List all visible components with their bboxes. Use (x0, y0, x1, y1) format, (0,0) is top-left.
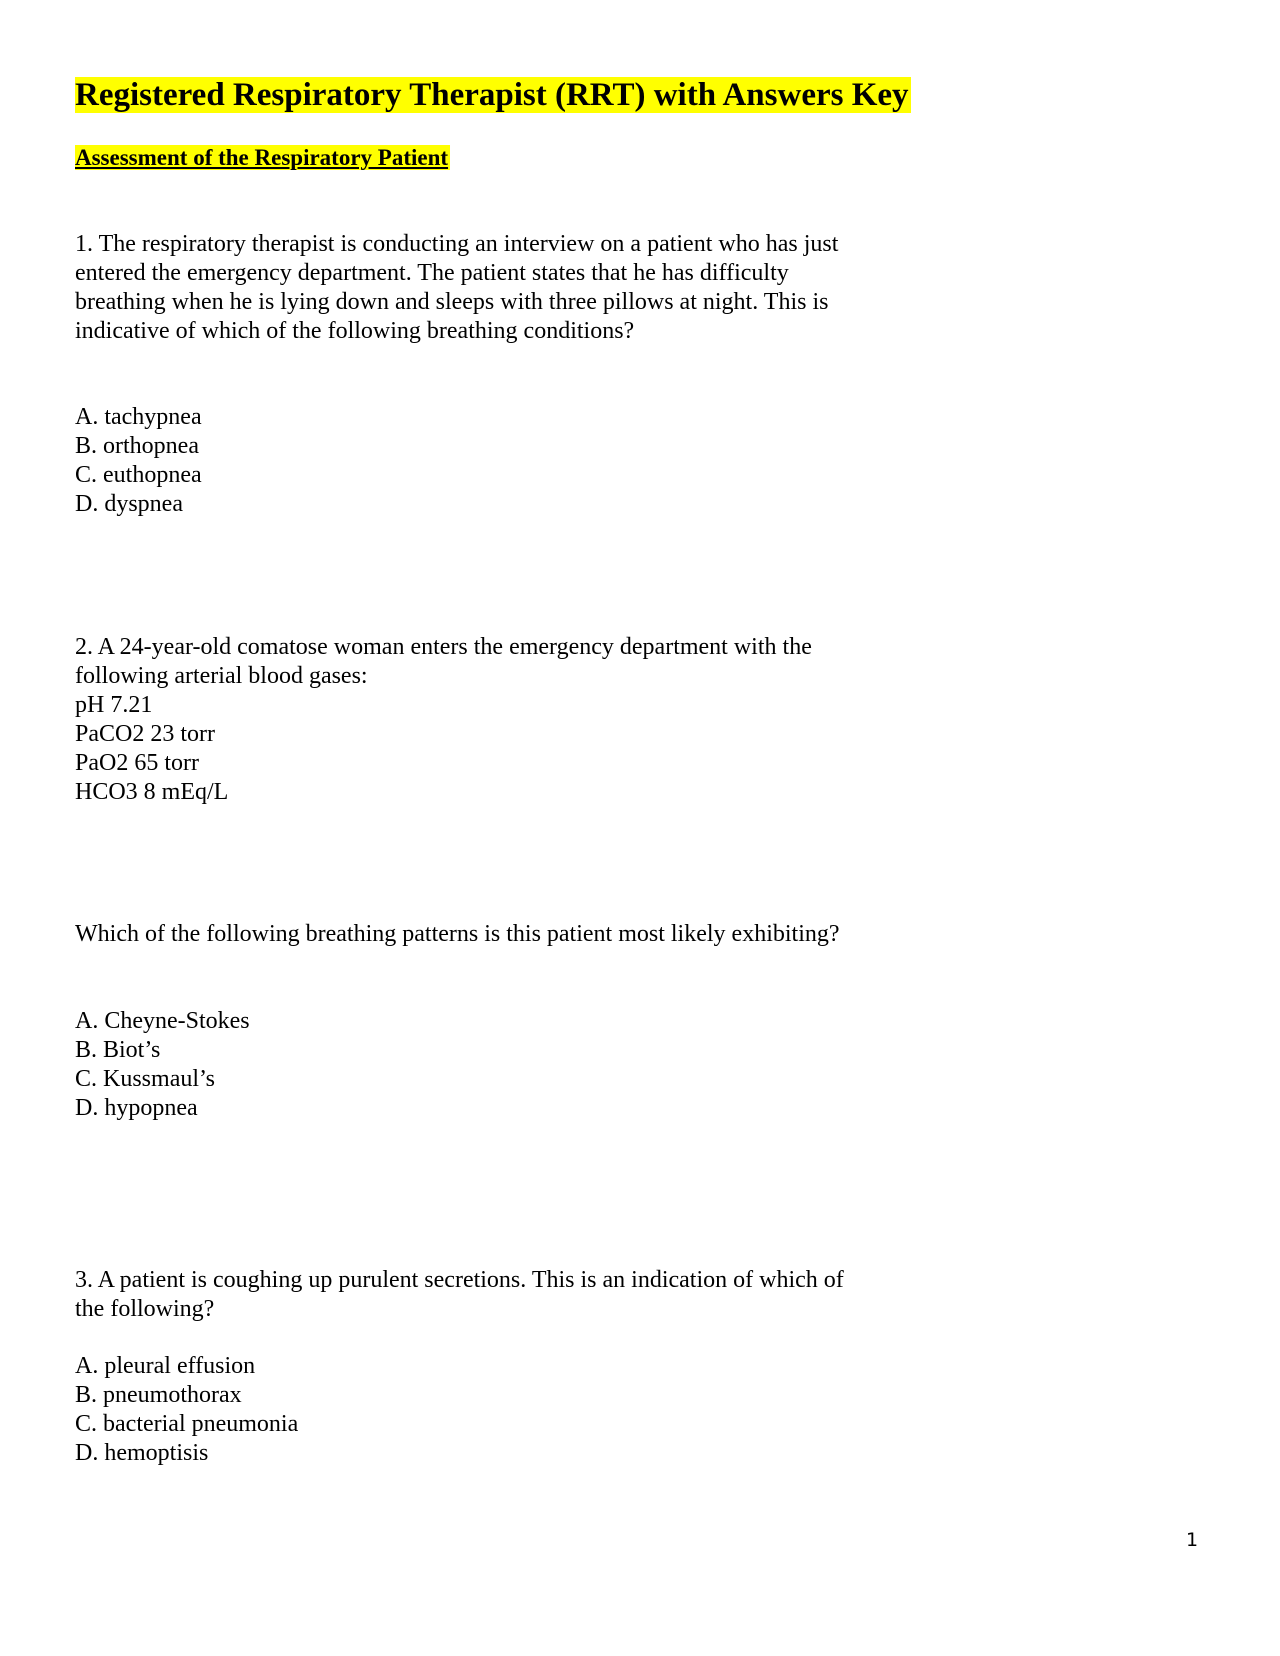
question-1-option-d: D. dyspnea (75, 491, 183, 517)
question-1-stem (75, 230, 895, 346)
question-1-line: entered the emergency department. The patient states that he has difficulty (75, 260, 789, 286)
question-2-option-a: A. Cheyne-Stokes (75, 1008, 250, 1034)
question-3-option-a: A. pleural effusion (75, 1353, 256, 1379)
question-3-option-d: D. hemoptisis (75, 1440, 209, 1466)
question-1-option-c: C. euthopnea (75, 462, 202, 488)
question-3-options (75, 1352, 895, 1468)
abg-ph: pH 7.21 (75, 692, 153, 718)
question-1-line: 1. The respiratory therapist is conducting an interview on a patient who has just (75, 231, 839, 257)
question-1-options (75, 403, 895, 519)
question-2-prompt-text: Which of the following breathing patterns is this patient most likely exhibiting? (75, 921, 840, 947)
question-3-line: the following? (75, 1296, 215, 1322)
abg-hco3: HCO3 8 mEq/L (75, 779, 229, 805)
question-3-stem (75, 1266, 895, 1324)
question-3-option-b: B. pneumothorax (75, 1382, 242, 1408)
question-1-option-a: A. tachypnea (75, 404, 202, 430)
question-2-prompt (75, 920, 895, 949)
document-title (75, 75, 911, 115)
question-2-option-b: B. Biot’s (75, 1037, 161, 1063)
section-heading (75, 143, 450, 173)
question-2-option-d: D. hypopnea (75, 1095, 198, 1121)
question-1-line: indicative of which of the following breathing conditions? (75, 318, 635, 344)
document-title-text: Registered Respiratory Therapist (RRT) with Answers Key (75, 77, 909, 113)
abg-pao2: PaO2 65 torr (75, 750, 199, 776)
question-2-line: 2. A 24-year-old comatose woman enters the emergency department with the (75, 634, 812, 660)
section-heading-text: Assessment of the Respiratory Patient (75, 145, 449, 170)
question-1-option-b: B. orthopnea (75, 433, 199, 459)
question-3-line: 3. A patient is coughing up purulent secretions. This is an indication of which of (75, 1267, 844, 1293)
question-1-line: breathing when he is lying down and sleeps with three pillows at night. This is (75, 289, 829, 315)
question-2-options (75, 1007, 895, 1123)
question-2-stem (75, 633, 895, 807)
question-2-option-c: C. Kussmaul’s (75, 1066, 216, 1092)
abg-paco2: PaCO2 23 torr (75, 721, 215, 747)
question-3-option-c: C. bacterial pneumonia (75, 1411, 299, 1437)
question-2-line: following arterial blood gases: (75, 663, 368, 689)
page-number: 1 (1186, 1529, 1199, 1551)
